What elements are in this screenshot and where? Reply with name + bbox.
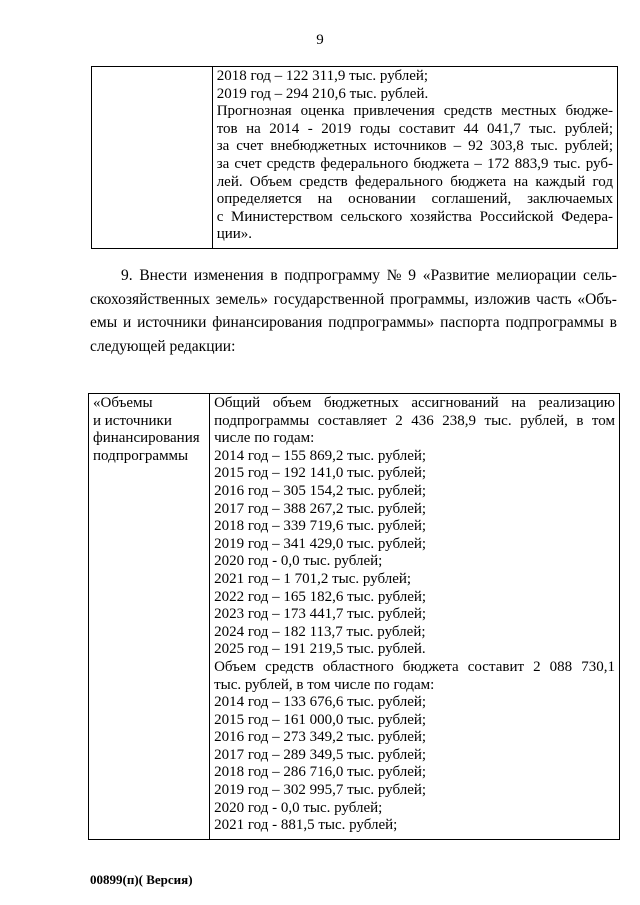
- bottom-table: [88, 393, 620, 840]
- funding-line: подпрограммы составляет 2 436 238,9 тыс. рублей, в том: [214, 412, 615, 429]
- word: в: [270, 267, 278, 284]
- funding-line: 2021 год – 1 701,2 тыс. рублей;: [214, 570, 412, 587]
- funding-line: 2016 год – 305 154,2 тыс. рублей;: [214, 482, 427, 499]
- funding-line: 2020 год - 0,0 тыс. рублей;: [214, 553, 383, 570]
- document-footer-code: 00899(п)( Версия): [90, 872, 193, 887]
- left-label-line: «Объемы: [93, 395, 153, 411]
- top-line: 2019 год – 294 210,6 тыс. рублей.: [216, 85, 429, 102]
- left-label-line: и источники: [93, 412, 172, 429]
- top-line: определяется на основании соглашений, заключаемых: [216, 191, 613, 208]
- funding-line: 2017 год – 289 349,5 тыс. рублей;: [214, 746, 427, 763]
- word: емы: [90, 314, 118, 331]
- top-line: за счет средств федерального бюджета – 172 883,9 тыс. руб-: [216, 155, 613, 172]
- word: подпрограммы: [505, 314, 604, 331]
- top-line: тов на 2014 - 2019 годы составит 44 041,7 тыс. рублей;: [216, 120, 613, 137]
- word: «Объ-: [577, 290, 617, 308]
- word: финансирования: [212, 314, 323, 331]
- word: Внести: [139, 267, 188, 284]
- word: государственной: [273, 290, 385, 308]
- funding-line: Общий объем бюджетных ассигнований на реализацию: [214, 395, 615, 411]
- paragraph-line: следующей редакции:: [90, 337, 236, 355]
- word: мелиорации: [496, 267, 577, 284]
- word: и: [122, 314, 132, 331]
- word: скохозяйственных: [90, 290, 210, 308]
- funding-line: 2014 год – 155 869,2 тыс. рублей;: [214, 447, 427, 464]
- top-table: [91, 66, 618, 249]
- top-line: с Министерством сельского хозяйства Российской Федера-: [216, 208, 613, 225]
- word: изменения: [193, 267, 264, 284]
- funding-line: числе по годам:: [214, 430, 315, 447]
- funding-line: 2019 год – 341 429,0 тыс. рублей;: [214, 535, 427, 552]
- funding-line: 2015 год – 161 000,0 тыс. рублей;: [214, 711, 427, 728]
- paragraph-line: [90, 288, 617, 312]
- funding-line: 2025 год – 191 219,5 тыс. рублей.: [214, 641, 426, 658]
- left-label-line: подпрограммы: [93, 447, 189, 464]
- paragraph-line: [90, 264, 617, 288]
- top-line: Прогнозная оценка привлечения средств местных бюдже-: [216, 103, 613, 120]
- word: «Развитие: [422, 267, 490, 284]
- funding-line: 2014 год – 133 676,6 тыс. рублей;: [214, 694, 427, 711]
- funding-line: 2020 год - 0,0 тыс. рублей;: [214, 799, 383, 816]
- funding-line: Объем средств областного бюджета составит 2 088 730,1: [214, 658, 615, 675]
- funding-line: 2017 год – 388 267,2 тыс. рублей;: [214, 500, 427, 517]
- word: в: [609, 314, 617, 331]
- funding-line: тыс. рублей, в том числе по годам:: [214, 676, 435, 693]
- funding-line: 2018 год – 339 719,6 тыс. рублей;: [214, 518, 427, 535]
- top-line: 2018 год – 122 311,9 тыс. рублей;: [216, 68, 429, 84]
- bottom-table-right-cell: [210, 394, 620, 840]
- funding-line: 2024 год – 182 113,7 тыс. рублей;: [214, 623, 426, 640]
- word: 9.: [121, 267, 133, 284]
- word: программы,: [390, 290, 469, 308]
- funding-line: 2016 год – 273 349,2 тыс. рублей;: [214, 729, 427, 746]
- funding-line: 2022 год – 165 182,6 тыс. рублей;: [214, 588, 427, 605]
- funding-line: 2018 год – 286 716,0 тыс. рублей;: [214, 764, 427, 781]
- word: источники: [137, 314, 207, 331]
- paragraph-line: [90, 311, 617, 335]
- funding-line: 2019 год – 302 995,7 тыс. рублей;: [214, 782, 427, 799]
- page-number: 9: [316, 32, 324, 48]
- funding-line: 2023 год – 173 441,7 тыс. рублей;: [214, 606, 427, 623]
- funding-line: 2021 год - 881,5 тыс. рублей;: [214, 817, 398, 834]
- word: паспорта: [440, 314, 500, 331]
- word: земель»: [215, 290, 268, 308]
- word: подпрограммы»: [328, 314, 435, 331]
- top-line: за счет внебюджетных источников – 92 303,8 тыс. рублей;: [216, 138, 613, 155]
- funding-line: 2015 год – 192 141,0 тыс. рублей;: [214, 465, 427, 482]
- word: изложив: [474, 290, 531, 308]
- word: 9: [408, 267, 416, 284]
- top-table-right-cell: [212, 67, 617, 249]
- word: сель-: [583, 267, 617, 284]
- left-label-line: финансирования: [93, 430, 200, 447]
- bottom-table-left-cell: [89, 394, 210, 840]
- amendment-paragraph: [90, 264, 617, 358]
- word: №: [386, 267, 402, 284]
- word: часть: [536, 290, 572, 308]
- top-table-left-cell: [92, 67, 213, 249]
- top-line: лей. Объем средств федерального бюджета на каждый год: [216, 173, 613, 190]
- top-line: ции».: [216, 226, 253, 243]
- word: подпрограмму: [284, 267, 381, 284]
